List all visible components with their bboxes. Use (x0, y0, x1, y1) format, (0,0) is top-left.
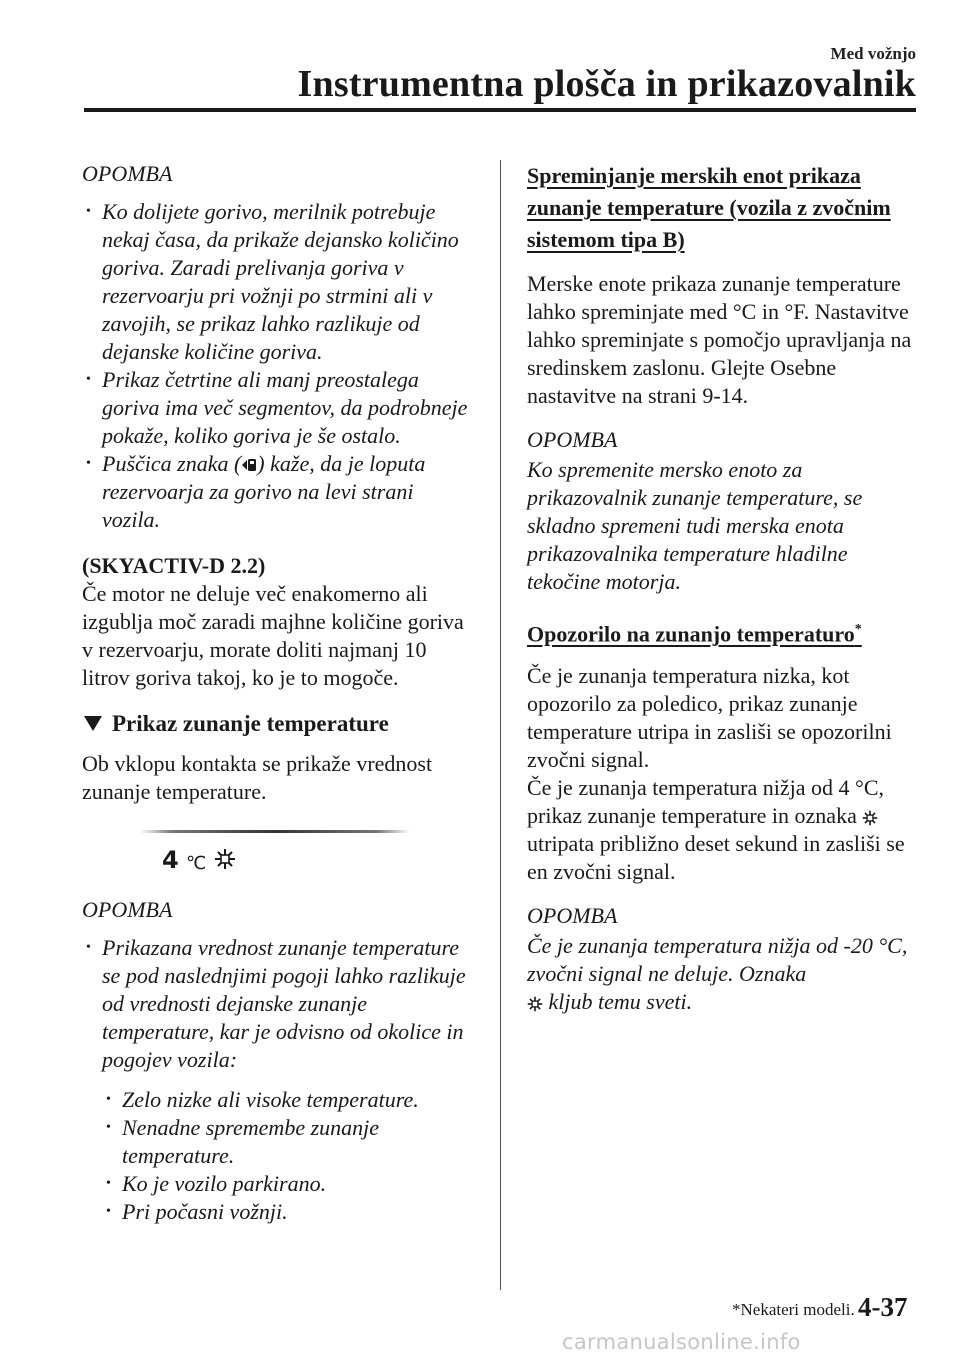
page-title: Instrumentna plošča in prikazovalnik (297, 63, 916, 105)
column-divider (500, 160, 501, 1290)
section-heading: Prikaz zunanje temperature (82, 710, 470, 738)
snowflake-icon (862, 810, 878, 826)
display-edge (140, 830, 410, 833)
list-item: • Ko je vozilo parkirano. (102, 1170, 470, 1198)
note-list (82, 934, 470, 1074)
triangle-bullet-icon (84, 716, 102, 731)
list-item: • Puščica znaka ( ) kaže, da je loputa rezervoarja za gorivo na levi strani vozila. (82, 450, 470, 534)
list-item: • Zelo nizke ali visoke temperature. (102, 1086, 470, 1114)
engine-variant-text: Če motor ne deluje več enakomerno ali izgublja moč zaradi majhne količine goriva v rezervoarju, morate doliti najmanj 10 litrov goriva takoj, ko je to mogoče. (82, 581, 464, 690)
note-heading: OPOMBA (527, 903, 618, 929)
snowflake-icon (527, 996, 543, 1012)
page-number: 4-37 (858, 1292, 908, 1322)
note-text: Če je zunanja temperatura nižja od -20 °C, zvočni signal ne deluje. Oznaka kljub temu sveti. (527, 933, 908, 1015)
note-text: Ko spremenite mersko enoto za prikazovalnik zunanje temperature, se skladno spremeni tudi merska enota prikazovalnika temperature hladilne tekočine motorja. (527, 457, 863, 594)
header-rule (84, 108, 916, 112)
temperature-intro-text: Ob vklopu kontakta se prikaže vrednost zunanje temperature. (82, 751, 433, 804)
list-item: • Prikaz četrtine ali manj preostalega goriva ima več segmentov, da podrobneje pokaže, koliko goriva je še ostalo. (82, 366, 470, 450)
snowflake-icon (214, 848, 236, 870)
list-item: • Nenadne spremembe zunanje temperature. (102, 1114, 470, 1170)
display-value: 4 (162, 846, 179, 874)
units-heading: Spreminjanje merskih enot prikaza zunanje temperature (vozila z zvočnim sistemom tipa B) (527, 163, 891, 252)
note-heading: OPOMBA (82, 897, 173, 922)
right-column (527, 160, 917, 1016)
fuel-door-arrow-icon (241, 456, 257, 474)
engine-variant-heading: (SKYACTIV-D 2.2) (82, 553, 266, 578)
units-text: Merske enote prikaza zunanje temperature lahko spreminjate med °C in °F. Nastavitve lahko spreminjate s pomočjo upravljanja na sredinskem zaslonu. Glejte Osebne nastavitve na strani 9-14. (527, 271, 912, 408)
left-column (82, 160, 470, 1226)
header-section: Med vožnjo (830, 44, 916, 63)
note-heading: OPOMBA (82, 161, 173, 186)
temperature-display-illustration (140, 830, 410, 888)
note-list (82, 198, 470, 534)
note-heading: OPOMBA (527, 427, 618, 452)
display-unit: ℃ (186, 853, 207, 874)
warning-text-threshold: Če je zunanja temperatura nižja od 4 °C, prikaz zunanje temperature in oznaka utripata približno deset sekund in zasliši se en zvočni signal. (527, 775, 905, 885)
list-item: • Ko dolijete gorivo, merilnik potrebuje nekaj časa, da prikaže dejansko količino goriva. Zaradi prelivanja goriva v rezervoarju pri vožnji po strmini ali v zavojih, se prikaz lahko razlikuje od dejanske količine goriva. (82, 198, 470, 366)
list-item: • Prikazana vrednost zunanje temperature se pod naslednjimi pogoji lahko razlikuje od vrednosti dejanske zunanje temperature, kar je odvisno od okolice in pogojev vozila: (82, 934, 470, 1074)
note-sublist (102, 1086, 470, 1226)
footnote: *Nekateri modeli. (732, 1300, 855, 1319)
watermark: carmanualsonline.info (562, 1330, 801, 1354)
warning-text: Če je zunanja temperatura nizka, kot opozorilo za poledico, prikaz zunanje temperature utripa in zasliši se opozorilni zvočni signal. (527, 663, 892, 773)
list-item: • Pri počasni vožnji. (102, 1198, 470, 1226)
warning-heading: Opozorilo na zunanjo temperaturo* (527, 621, 862, 647)
